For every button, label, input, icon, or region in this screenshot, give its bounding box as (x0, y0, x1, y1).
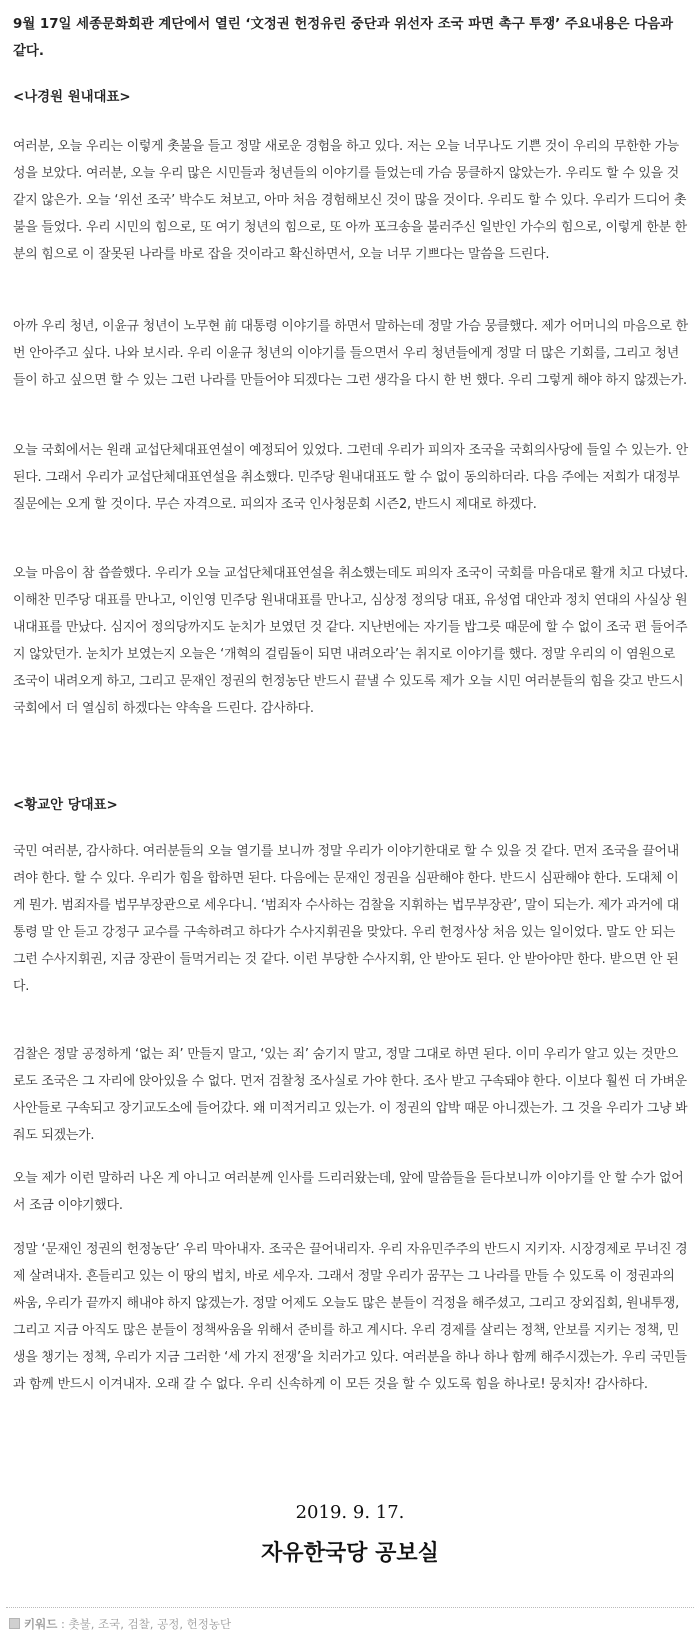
section-heading-na: <나경원 원내대표> (13, 90, 131, 105)
paragraph: 아까 우리 청년, 이윤규 청년이 노무현 前 대통령 이야기를 하면서 말하는데 정말 가슴 뭉클했다. 제가 어머니의 마음으로 한번 안아주고 싶다. 나와 보시라. 우리 이윤규 청년의 이야기를 들으면서 우리 청년들에게 정말 더 많은 기회를, 그리고 청년들이 하고 싶으면 할 수 있는 그런 나라를 만들어야 되겠다는 그런 생각을 다시 한 번 했다. 우리 그렇게 해야 하지 않겠는가. (13, 319, 688, 388)
paragraph: 정말 ‘문재인 정권의 헌정농단’ 우리 막아내자. 조국은 끌어내리자. 우리 자유민주주의 반드시 지키자. 시장경제로 무너진 경제 살려내자. 흔들리고 있는 이 땅의 법치, 바로 세우자. 그래서 정말 우리가 꿈꾸는 그 나라를 만들 수 있도록 이 정권과의 싸움, 우리가 끝까지 해내야 하지 않겠는가. 정말 어제도 오늘도 많은 분들이 걱정을 해주셨고, 그리고 장외집회, 원내투쟁, 그리고 지금 아직도 많은 분들이 정책싸움을 위해서 준비를 하고 계시다. 우리 경제를 살리는 정책, 안보를 지키는 정책, 민생을 챙기는 정책, 우리가 지금 그러한 ‘세 가지 전쟁’을 치러가고 있다. 여러분을 하나 하나 함께 해주시겠는가. 우리 국민들과 함께 반드시 이겨내자. 오래 갈 수 없다. 우리 신속하게 이 모든 것을 할 수 있도록 힘을 하나로! 뭉치자! 감사하다. (13, 1242, 688, 1392)
keyword-comma: , (149, 1617, 158, 1631)
keyword-separator: : (57, 1617, 69, 1631)
release-date: 2019. 9. 17. (295, 1502, 405, 1523)
paragraph: 오늘 마음이 참 씁쓸했다. 우리가 오늘 교섭단체대표연설을 취소했는데도 피의자 조국이 국회를 마음대로 활개 치고 다녔다. 이해찬 민주당 대표를 만나고, 이인영 민주당 원내대표를 만나고, 심상정 정의당 대표, 유성엽 대안과 정치 연대의 사실상 원내대표를 만났다. 심지어 정의당까지도 눈치가 보였던 것 같다. 지난번에는 자기들 밥그릇 때문에 할 수 없이 조국 편 들어주지 않았던가. 눈치가 보였는지 오늘은 ‘개혁의 걸림돌이 되면 내려오라’는 취지로 이야기를 했다. 정말 우리의 이 염원으로 조국이 내려오게 하고, 그리고 문재인 정권의 헌정농단 반드시 끝낼 수 있도록 제가 오늘 시민 여러분들의 힘을 갖고 반드시 국회에서 더 열심히 하겠다는 약속을 드린다. 감사하다. (13, 566, 688, 716)
intro-text: 9월 17일 세종문화회관 계단에서 열린 ‘文정권 헌정유린 중단과 위선자 조국 파면 촉구 투쟁’ 주요내용은 다음과 같다. (13, 17, 674, 59)
paragraph: 국민 여러분, 감사하다. 여러분들의 오늘 열기를 보니까 정말 우리가 이야기한대로 할 수 있을 것 같다. 먼저 조국을 끌어내려야 한다. 할 수 있다. 우리가 힘을 합하면 된다. 다음에는 문재인 정권을 심판해야 한다. 반드시 심판해야 한다. 도대체 이게 뭔가. 범죄자를 법무부장관으로 세우다니. ‘범죄자 수사하는 검찰을 지휘하는 법무부장관’, 말이 되는가. 제가 과거에 대통령 말 안 듣고 강정구 교수를 구속하려고 하다가 수사지휘권을 맞았다. 우리 헌정사상 처음 있는 일이었다. 말도 안 되는 그런 수사지휘권, 지금 장관이 들먹거리는 것 같다. 이런 부당한 수사지휘, 안 받아도 된다. 안 받아야만 한다. 받으면 안 된다. (13, 844, 680, 994)
tag-icon (9, 1618, 20, 1629)
keyword-comma: , (179, 1617, 187, 1631)
paragraph: 오늘 제가 이런 말하러 나온 게 아니고 여러분께 인사를 드리러왔는데, 앞에 말씀들을 듣다보니까 이야기를 안 할 수가 없어서 조금 이야기했다. (13, 1171, 684, 1213)
keyword-comma: , (90, 1617, 99, 1631)
keyword-comma: , (120, 1617, 128, 1631)
footer-divider (6, 1607, 694, 1608)
keyword-link[interactable]: 조국 (98, 1617, 121, 1631)
keyword-list (69, 1617, 232, 1631)
keyword-link[interactable]: 검찰 (127, 1617, 150, 1631)
keyword-link[interactable]: 헌정농단 (186, 1617, 232, 1631)
keyword-link[interactable]: 촛불 (68, 1617, 91, 1631)
paragraph: 여러분, 오늘 우리는 이렇게 촛불을 들고 정말 새로운 경험을 하고 있다. 저는 오늘 너무나도 기쁜 것이 우리의 무한한 가능성을 보았다. 여러분, 오늘 우리 많은 시민들과 청년들의 이야기를 들었는데 가슴 뭉클하지 않았는가. 우리도 할 수 있을 것 같지 않은가. 오늘 ‘위선 조국’ 박수도 쳐보고, 아마 처음 경험해보신 것이 많을 것이다. 우리도 할 수 있다. 우리가 드디어 촛불을 들었다. 우리 시민의 힘으로, 또 여기 청년의 힘으로, 또 아까 포크송을 불러주신 일반인 가수의 힘으로, 이렇게 한분 한분의 힘으로 이 잘못된 나라를 바로 잡을 것이라고 확신하면서, 오늘 너무 기쁘다는 말씀을 드린다. (13, 139, 687, 262)
section-heading-hwang: <황교안 당대표> (13, 798, 118, 813)
paragraph: 오늘 국회에서는 원래 교섭단체대표연설이 예정되어 있었다. 그런데 우리가 피의자 조국을 국회의사당에 들일 수 있는가. 안 된다. 그래서 우리가 교섭단체대표연설을 취소했다. 민주당 원내대표도 할 수 없이 동의하더라. 다음 주에는 저희가 대정부질문에는 오게 할 것이다. 무슨 자격으로. 피의자 조국 인사청문회 시즌2, 반드시 제대로 하겠다. (13, 443, 688, 512)
paragraph: 검찰은 정말 공정하게 ‘없는 죄’ 만들지 말고, ‘있는 죄’ 숨기지 말고, 정말 그대로 하면 된다. 이미 우리가 알고 있는 것만으로도 조국은 그 자리에 앉아있을 수 없다. 먼저 검찰청 조사실로 가야 한다. 조사 받고 구속돼야 한다. 이보다 훨씬 더 가벼운 사안들로 구속되고 장기교도소에 들어갔다. 왜 미적거리고 있는가. 이 정권의 압박 때문 아니겠는가. 그 것을 우리가 그냥 봐줘도 되겠는가. (13, 1047, 688, 1143)
keyword-label: 키워드 (24, 1617, 58, 1631)
keyword-bar (9, 1616, 231, 1632)
issuing-office: 자유한국당 공보실 (261, 1541, 439, 1566)
keyword-link[interactable]: 공정 (157, 1617, 180, 1631)
